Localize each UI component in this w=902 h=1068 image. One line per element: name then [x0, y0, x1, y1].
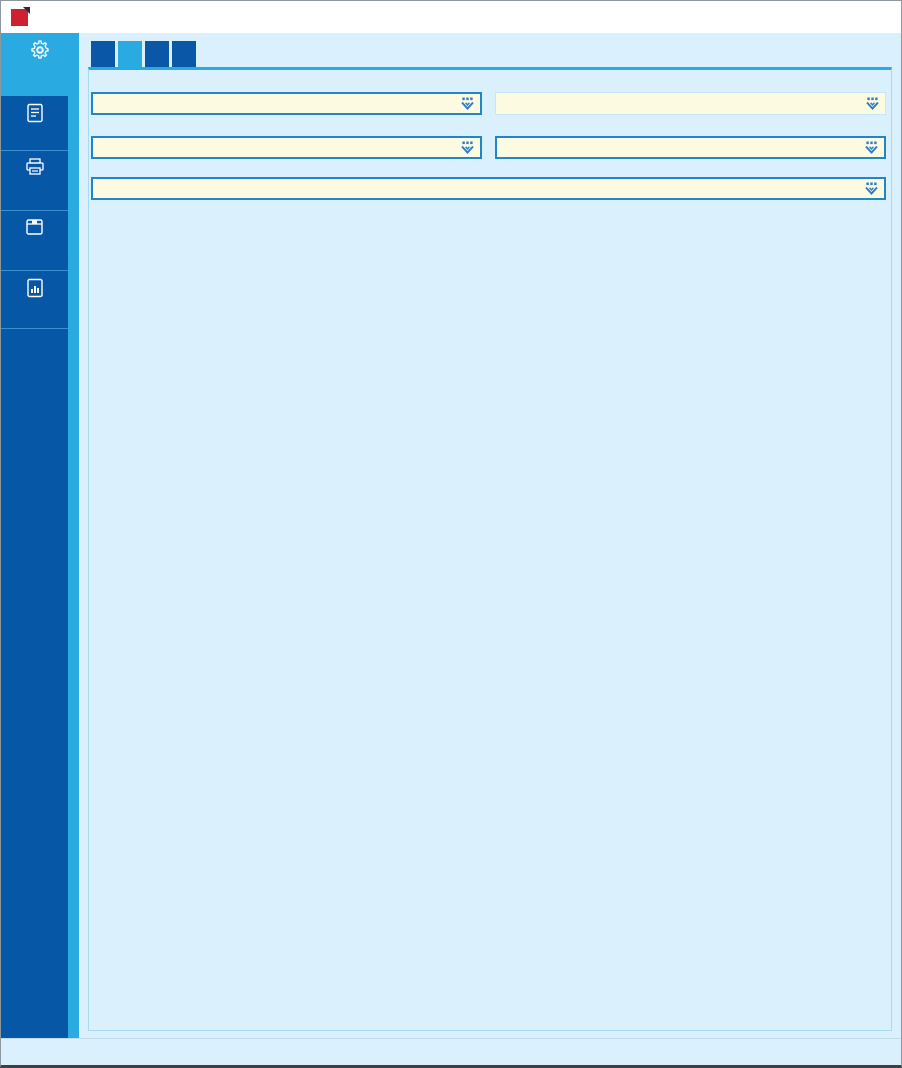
gear-icon: [1, 40, 79, 62]
combo-dropdown-icon[interactable]: [864, 141, 879, 155]
tab-obecne[interactable]: [91, 41, 115, 67]
sidebar-item-label: [1, 62, 79, 68]
sidebar-item-label: [1, 240, 68, 246]
combo-field-prodejni-sklad[interactable]: [495, 136, 886, 159]
report-icon: [1, 103, 68, 125]
sidebar-item-nastaveni-tisku[interactable]: [1, 151, 68, 211]
chart-doc-icon: [1, 278, 68, 300]
sidebar-item-parame[interactable]: [1, 33, 79, 96]
titlebar: [1, 1, 901, 33]
footer: [1, 1038, 901, 1066]
sidebar-item-nastaveni-zbozi[interactable]: [1, 211, 68, 271]
close-button[interactable]: [856, 2, 901, 33]
main-content: [79, 33, 902, 1038]
form-area: [79, 33, 902, 1038]
combo-field-kniha-prodeje[interactable]: [91, 92, 482, 115]
combo-field-popis[interactable]: [91, 177, 886, 200]
printer-icon: [1, 158, 68, 180]
tab-zadani-obchodniho-pripadu[interactable]: [118, 41, 142, 67]
sidebar-item-label: [1, 300, 68, 306]
combo-dropdown-icon[interactable]: [865, 97, 880, 111]
sidebar: [1, 33, 79, 1038]
tab-ostatni[interactable]: [172, 41, 196, 67]
combo-dropdown-icon[interactable]: [460, 141, 475, 155]
sidebar-item-label: [1, 125, 68, 131]
combo-field-forma-objednavky[interactable]: [495, 92, 886, 115]
sidebar-item-label: [1, 180, 68, 186]
combo-dropdown-icon[interactable]: [864, 182, 879, 196]
goods-icon: [1, 218, 68, 240]
tabbar: [91, 41, 196, 67]
app-logo-icon: [11, 9, 28, 26]
combo-field-zpusob-platby-pro-nehotovostni-platbu[interactable]: [91, 136, 482, 159]
sidebar-item-sestavy[interactable]: [1, 96, 68, 151]
tab-platba-a-ukonceni-obchodniho-pripadu[interactable]: [145, 41, 169, 67]
sidebar-item-kurzy-men[interactable]: [1, 271, 68, 329]
maximize-button[interactable]: [811, 2, 856, 33]
combo-dropdown-icon[interactable]: [460, 97, 475, 111]
minimize-button[interactable]: [766, 2, 811, 33]
